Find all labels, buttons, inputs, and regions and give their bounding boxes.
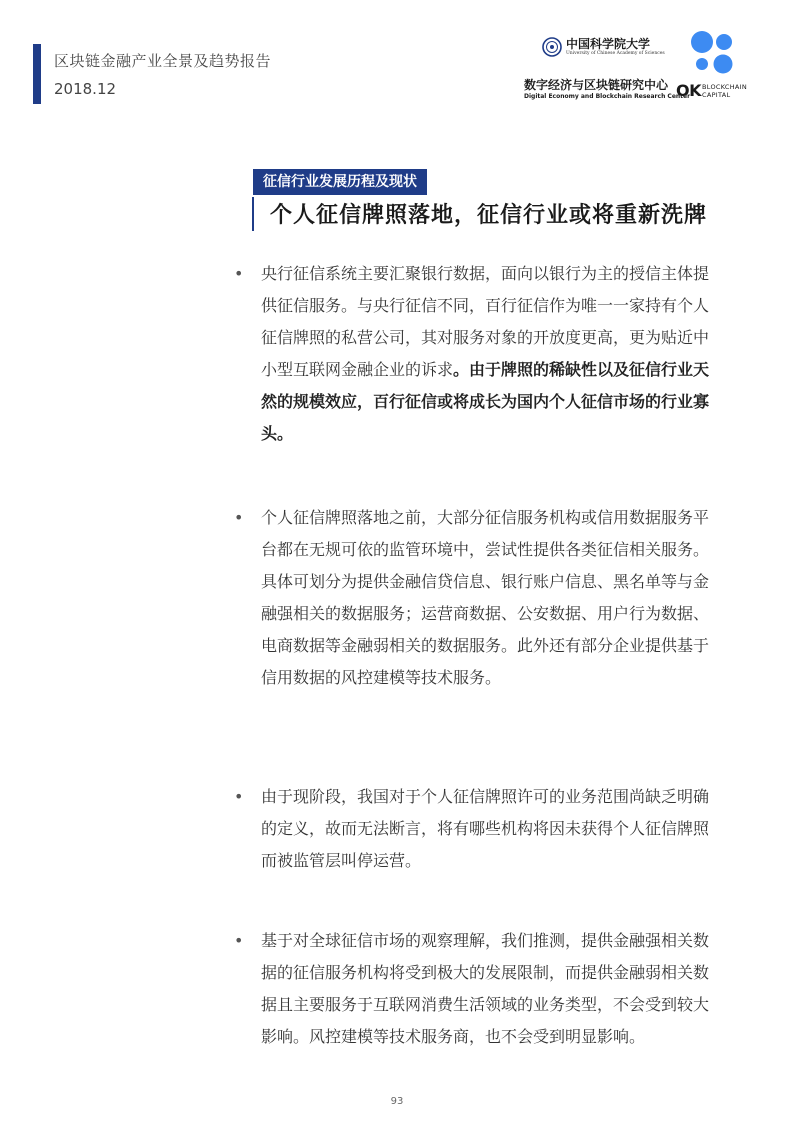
report-title: 区块链金融产业全景及趋势报告 (54, 52, 272, 70)
cas-seal-icon (542, 37, 562, 57)
ok-blockchain-capital-logo (675, 30, 755, 106)
bullet-marker: • (234, 264, 244, 283)
cas-english-name: University of Chinese Academy of Sciences (566, 51, 665, 56)
cas-logo (542, 35, 665, 65)
bullet-text: 个人征信牌照落地之前，大部分征信服务机构或信用数据服务平台都在无规可依的监管环境中，尝试性提供各类征信相关服务。具体可划分为提供金融信贷信息、银行账户信息、黑名单等与金融强相关的数据服务；运营商数据、公安数据、用户行为数据、电商数据等金融弱相关的数据服务。此外还有部分企业提供基于信用数据的风控建模等技术服务。 (261, 508, 710, 687)
bullet-emphasis: 。由于牌照的稀缺性以及征信行业天然的规模效应，百行征信或将成长为国内个人征信市场的行业寡头。 (261, 360, 710, 443)
bullet-item (234, 781, 721, 877)
bullet-item (234, 925, 721, 1053)
section-tag: 征信行业发展历程及现状 (253, 169, 427, 195)
bullet-item (234, 502, 721, 694)
ok-wordmark: OK (676, 81, 701, 100)
page-heading: 个人征信牌照落地，征信行业或将重新洗牌 (270, 203, 708, 228)
page-number: 93 (390, 1096, 404, 1107)
bullet-text: 基于对全球征信市场的观察理解，我们推测，提供金融强相关数据的征信服务机构将受到极大的发展限制，而提供金融弱相关数据且主要服务于互联网消费生活领域的业务类型，不会受到较大影响。风控建模等技术服务商，也不会受到明显影响。 (261, 931, 710, 1046)
header-accent-bar (33, 44, 41, 104)
bullet-text: 由于现阶段，我国对于个人征信牌照许可的业务范围尚缺乏明确的定义，故而无法断言，将有哪些机构将因未获得个人征信牌照而被监管层叫停运营。 (261, 787, 710, 870)
cas-name: 中国科学院大学 (566, 37, 651, 51)
bullet-marker: • (234, 931, 244, 950)
ok-dots-icon (690, 30, 738, 78)
bullet-marker: • (234, 787, 244, 806)
bullet-item (234, 258, 721, 450)
ok-subtitle (702, 83, 747, 99)
heading-rule (252, 197, 254, 231)
report-date: 2018.12 (54, 80, 117, 98)
ok-subtitle-line2: CAPITAL (702, 91, 731, 99)
research-center-name: 数字经济与区块链研究中心 (524, 78, 669, 92)
research-center-english: Digital Economy and Blockchain Research Center (524, 93, 691, 100)
bullet-marker: • (234, 508, 244, 527)
ok-subtitle-line1: BLOCKCHAIN (702, 83, 748, 91)
bullet-text: 央行征信系统主要汇聚银行数据，面向以银行为主的授信主体提供征信服务。与央行征信不同，百行征信作为唯一一家持有个人征信牌照的私营公司，其对服务对象的开放度更高，更为贴近中小型互联网金融企业的诉求 (261, 264, 710, 379)
